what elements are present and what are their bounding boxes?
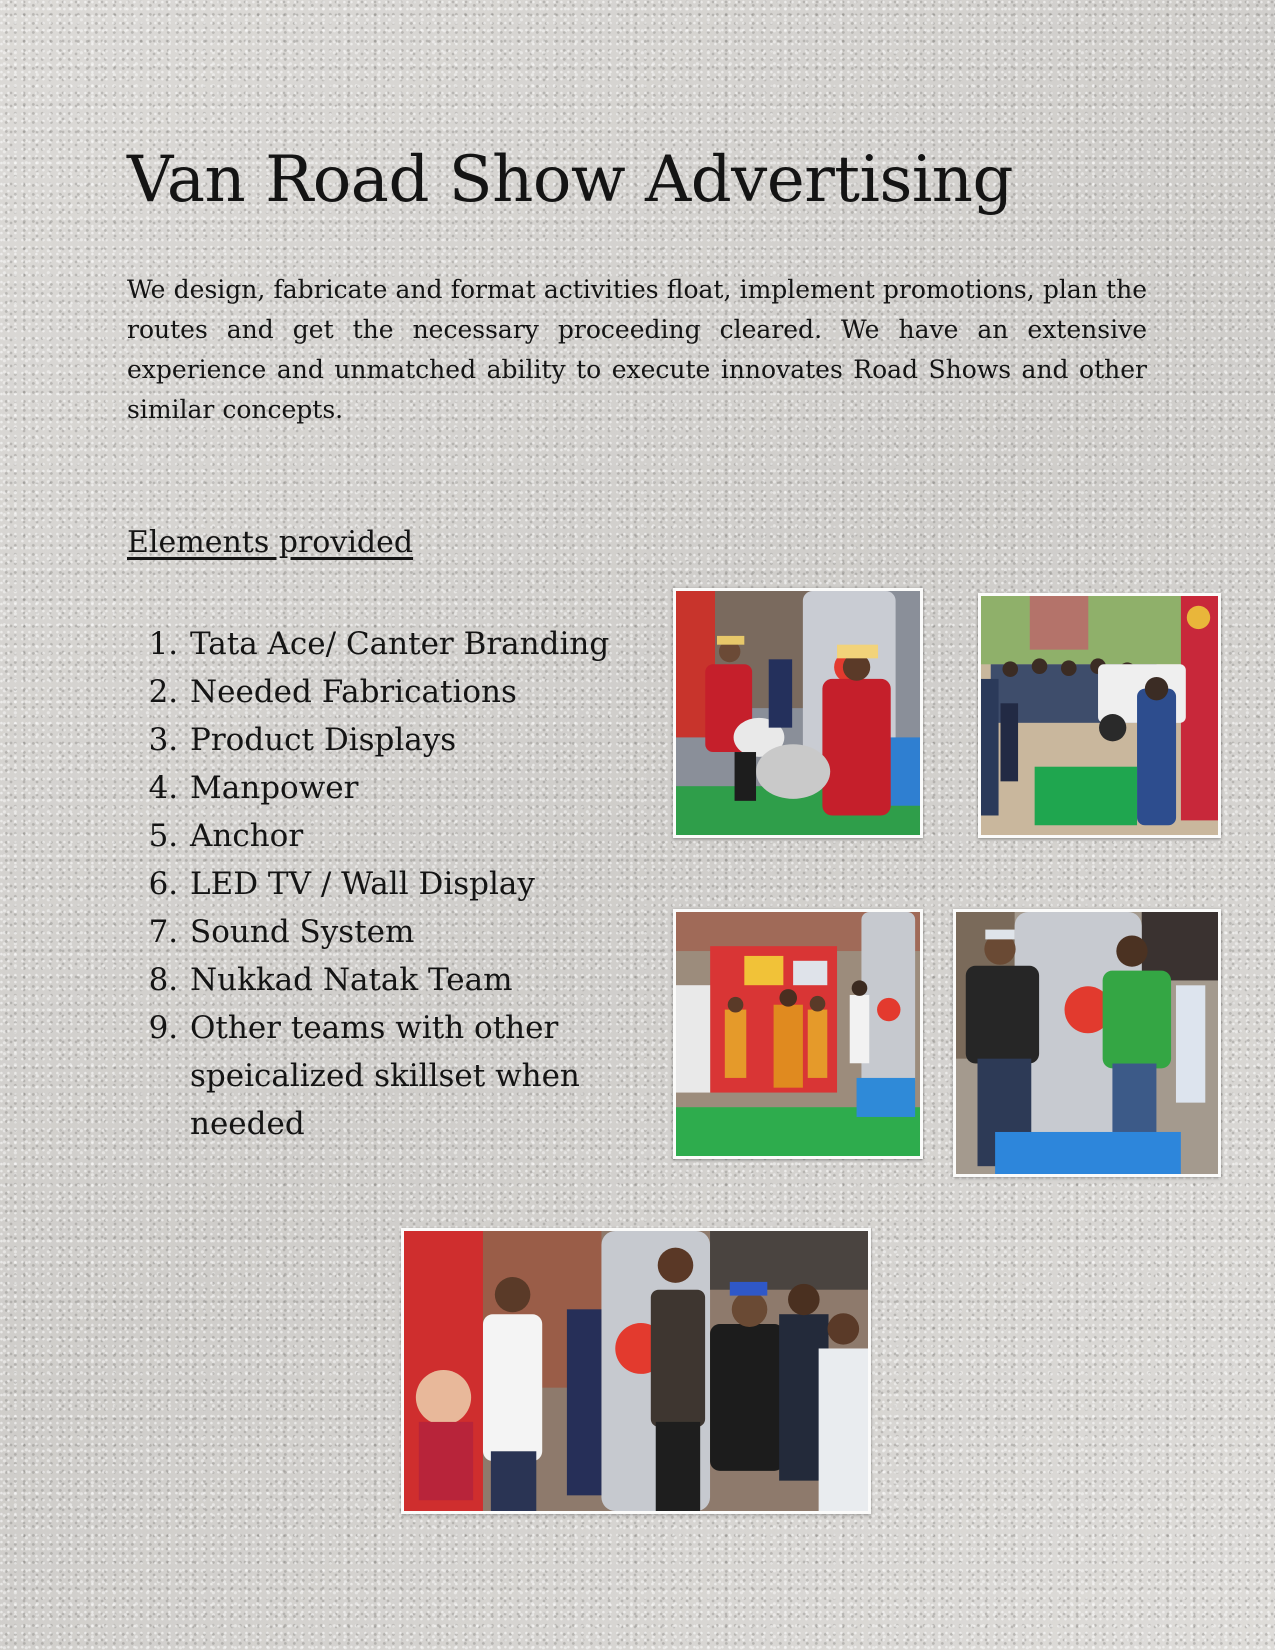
photo-anchor-group: [401, 1228, 871, 1514]
list-item: 8. Nukkad Natak Team: [188, 956, 658, 1004]
elements-list: [150, 620, 658, 1148]
elements-heading: Elements provided: [127, 525, 414, 560]
list-item: 4. Manpower: [188, 764, 658, 812]
photo-band-drummers: [673, 588, 923, 838]
list-item: 3. Product Displays: [188, 716, 658, 764]
photo-two-men-mic: [953, 909, 1221, 1177]
list-item: 5. Anchor: [188, 812, 658, 860]
page-title: Van Road Show Advertising: [127, 143, 1013, 217]
photo-crowd-jeep: [978, 593, 1221, 838]
list-item: 9. Other teams with other speicalized skillset when needed: [188, 1004, 658, 1148]
list-item: 2. Needed Fabrications: [188, 668, 658, 716]
intro-paragraph: We design, fabricate and format activities float, implement promotions, plan the routes and get the necessary proceeding cleared. We have an extensive experience and unmatched ability to execute innovates Road Shows and other similar concepts.: [127, 275, 1147, 424]
photo-dancers: [673, 909, 923, 1159]
list-item: 7. Sound System: [188, 908, 658, 956]
list-item: 6. LED TV / Wall Display: [188, 860, 658, 908]
list-item: 1. Tata Ace/ Canter Branding: [188, 620, 658, 668]
